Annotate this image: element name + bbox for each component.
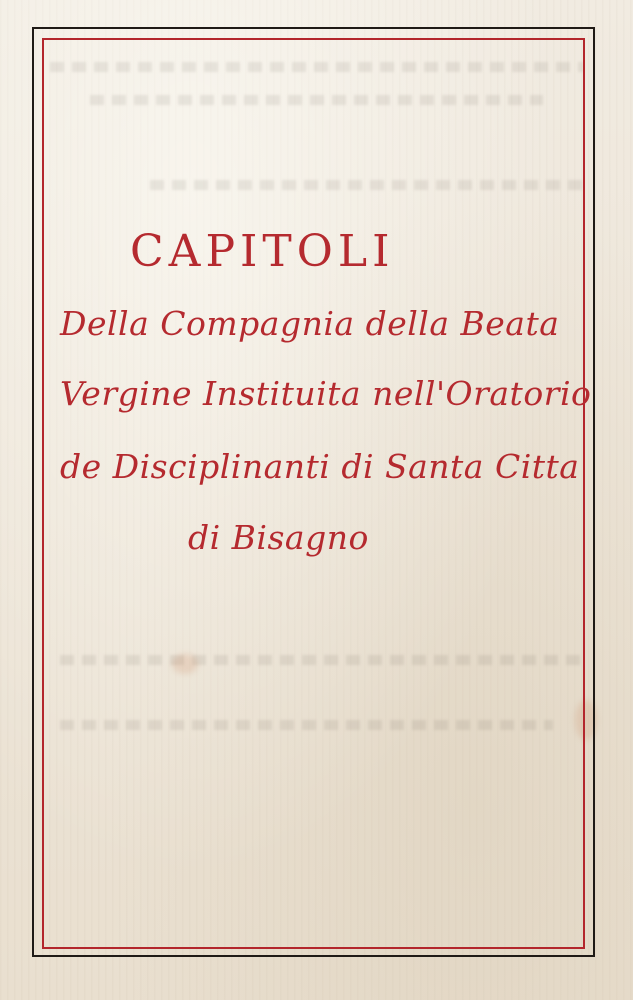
- title-line-3: Vergine Instituita nell'Oratorio: [60, 374, 592, 413]
- title-line-2: Della Compagnia della Beata: [60, 304, 560, 343]
- title-line-5: di Bisagno: [188, 518, 369, 557]
- inner-red-border: [42, 38, 585, 949]
- title-heading: CAPITOLI: [130, 226, 395, 277]
- title-line-4: de Disciplinanti di Santa Citta: [60, 447, 580, 486]
